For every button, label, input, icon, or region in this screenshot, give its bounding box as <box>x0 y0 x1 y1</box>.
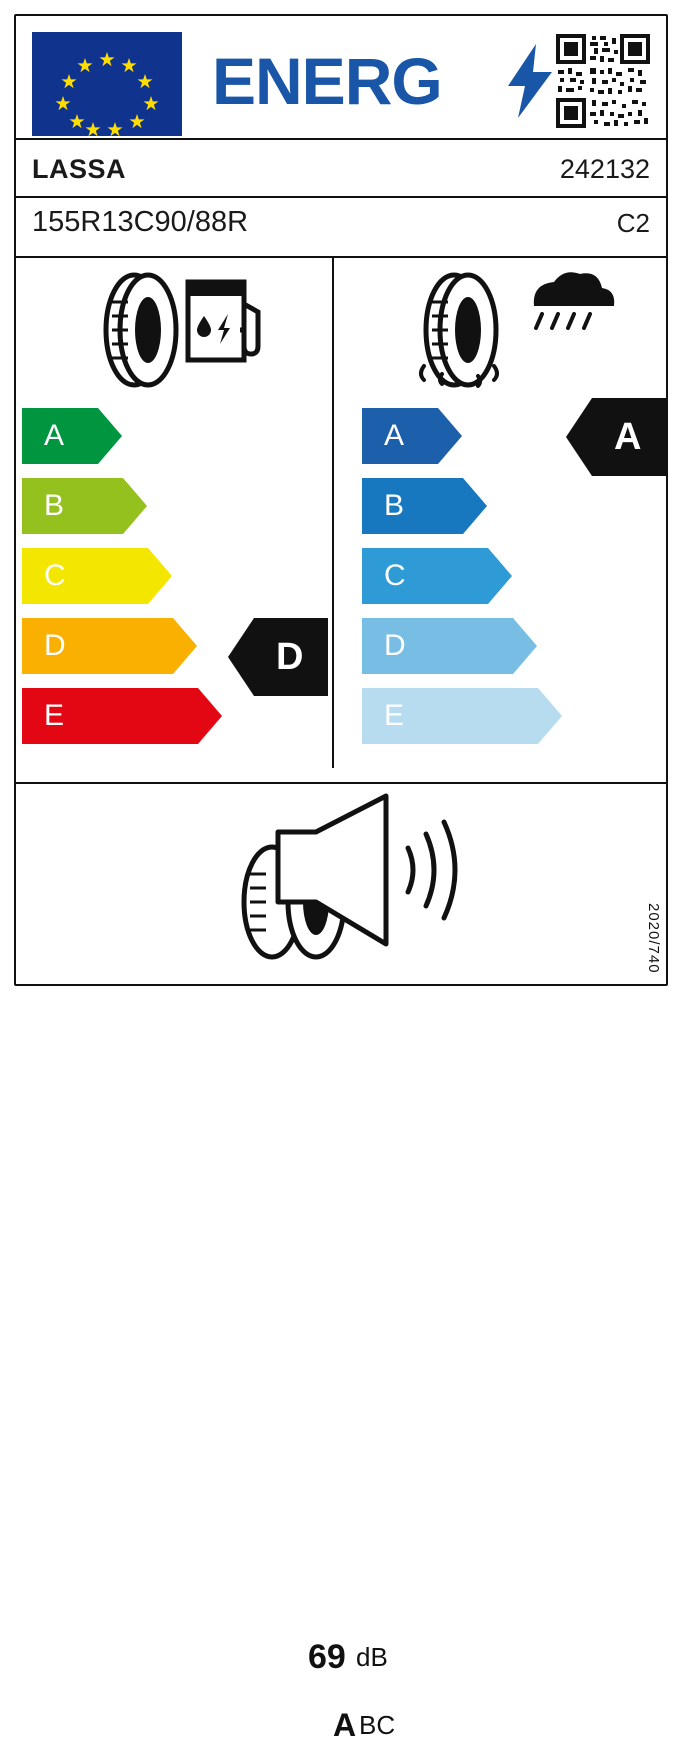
lightning-bolt-icon <box>508 44 552 118</box>
noise-value: 69 <box>308 1638 346 1676</box>
fuel-bar-b <box>22 478 147 534</box>
wet-bar-b <box>362 478 487 534</box>
noise-section <box>16 784 666 1743</box>
brand-name: LASSA <box>32 154 127 184</box>
fuel-pump-icon <box>188 282 258 360</box>
noise-pictogram <box>16 784 666 984</box>
size-row <box>16 198 666 248</box>
brand-row <box>16 140 666 196</box>
wet-grade-label-d: D <box>384 629 406 662</box>
fuel-grade-label-c: C <box>44 559 66 592</box>
qr-code-icon <box>556 34 650 128</box>
tyre-icon <box>106 275 176 385</box>
energy-wordmark: ENERG <box>212 44 442 118</box>
eu-flag-icon <box>32 32 182 136</box>
fuel-rating-letter: D <box>276 636 304 678</box>
tyre-size: 155R13C90/88R <box>32 206 249 238</box>
wet-grade-label-a: A <box>384 419 405 452</box>
regulation-code: 2020/740 <box>645 903 662 974</box>
tyre-class: C2 <box>616 208 650 238</box>
fuel-grade-label-b: B <box>44 489 65 522</box>
wet-rating-letter: A <box>614 416 642 458</box>
rain-cloud-icon <box>534 272 614 328</box>
size-divider <box>16 256 666 258</box>
wet-grip-pictogram <box>408 262 618 392</box>
eu-stars-icon <box>32 32 182 136</box>
fuel-bar-a <box>22 408 122 464</box>
noise-unit: dB <box>356 1642 388 1672</box>
tyre-wet-icon <box>421 275 497 386</box>
wet-grade-label-e: E <box>384 699 405 732</box>
wet-grade-label-b: B <box>384 489 405 522</box>
wet-rating-marker <box>566 398 666 476</box>
fuel-grade-label-a: A <box>44 419 65 452</box>
noise-class-active: A <box>333 1707 357 1743</box>
fuel-efficiency-pictogram <box>88 268 278 388</box>
wet-bar-a <box>362 408 462 464</box>
noise-class-rest: BC <box>359 1710 396 1740</box>
label-header <box>16 16 666 138</box>
type-code: 242132 <box>559 154 650 184</box>
fuel-grade-label-e: E <box>44 699 65 732</box>
wet-grade-label-c: C <box>384 559 406 592</box>
fuel-grade-label-d: D <box>44 629 66 662</box>
fuel-rating-marker <box>228 618 328 696</box>
panel-divider <box>332 258 334 768</box>
